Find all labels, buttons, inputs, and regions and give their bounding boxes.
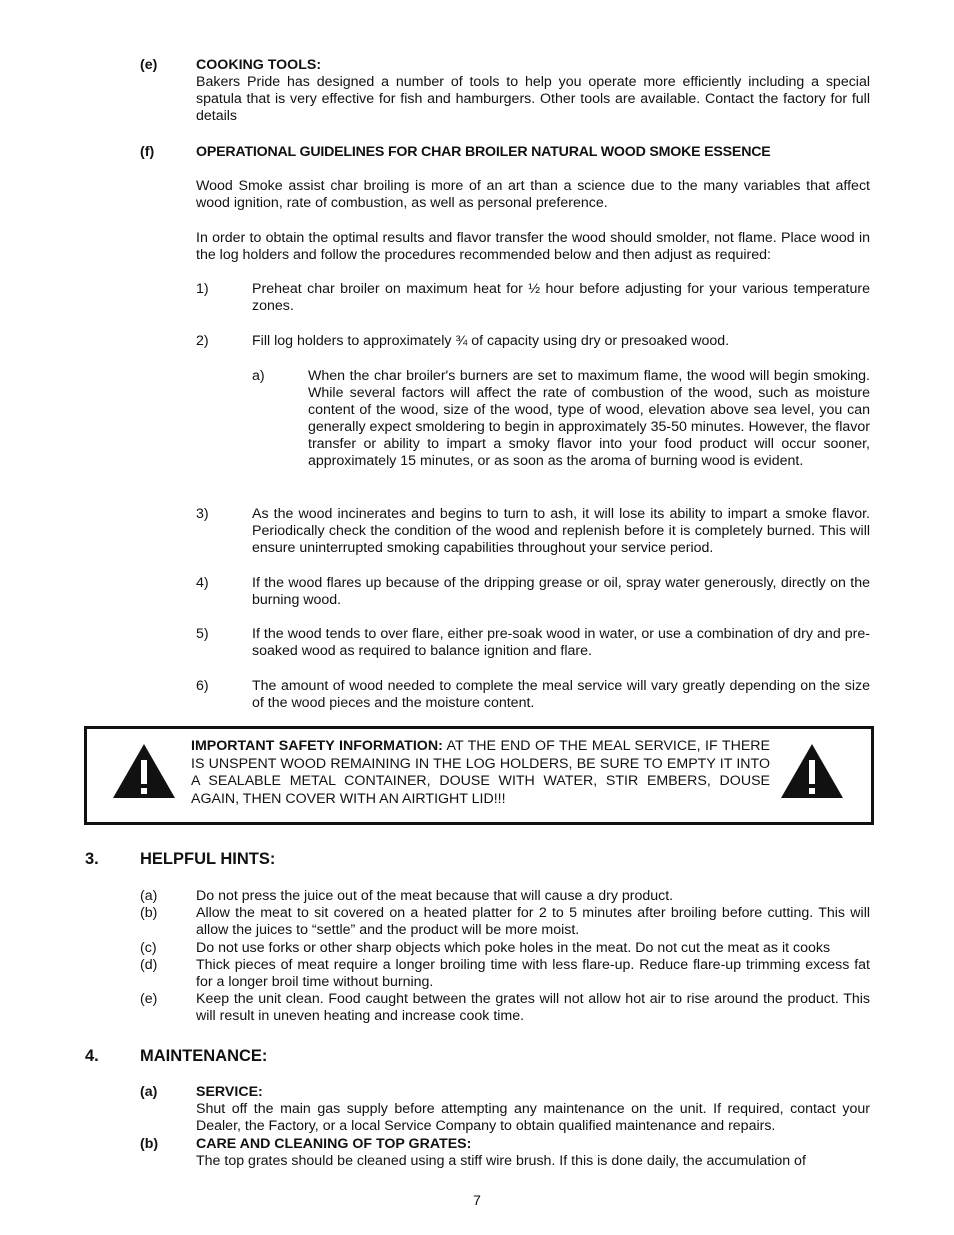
- section-f-para1: Wood Smoke assist char broiling is more of an art than a science due to the many variables that affect wood ignition, rate of combustion, as well as personal preference.: [196, 178, 870, 211]
- hint-e-text: Keep the unit clean. Food caught between the grates will not allow hot air to rise around the product. This will result in uneven heating and increase cook time.: [196, 991, 870, 1024]
- step-5-num: 5): [196, 626, 209, 642]
- step-2a-text: When the char broiler's burners are set to maximum flame, the wood will begin smoking. While several factors will affect the rate of combustion of the wood, such as moisture content of the wood, size of the wood, type of wood, elevation above sea level, you can generally expect smoldering to begin in approximately 35-50 minutes. However, the flavor transfer or ability to impart a smoky flavor into your food product will occur sooner, approximately 15 minutes, or as soon as the aroma of burning wood is evident.: [308, 368, 870, 469]
- safety-warning-lead: IMPORTANT SAFETY INFORMATION:: [191, 738, 443, 754]
- step-5-text: If the wood tends to over flare, either pre-soak wood in water, or use a combination of dry and pre-soaked wood as required to balance ignition and flare.: [252, 626, 870, 659]
- section-f-para2: In order to obtain the optimal results and flavor transfer the wood should smolder, not flame. Place wood in the log holders and follow the procedures recommended below and then adjust as required:: [196, 230, 870, 263]
- maintenance-b-title: CARE AND CLEANING OF TOP GRATES:: [196, 1136, 472, 1152]
- step-2-num: 2): [196, 333, 209, 349]
- step-1-text: Preheat char broiler on maximum heat for ½ hour before adjusting for your various temperature zones.: [252, 281, 870, 314]
- hint-c-label: (c): [140, 940, 157, 956]
- hint-a-text: Do not press the juice out of the meat because that will cause a dry product.: [196, 888, 674, 904]
- step-2a-label: a): [252, 368, 265, 384]
- section-e-text: Bakers Pride has designed a number of tools to help you operate more efficiently including a special spatula that is very effective for fish and hamburgers. Other tools are available. Contact the factory for full details: [196, 74, 870, 124]
- maintenance-b-text: The top grates should be cleaned using a stiff wire brush. If this is done daily, the accumulation of: [196, 1153, 806, 1169]
- safety-warning-text: [191, 738, 770, 808]
- hints-section-number: 3.: [85, 850, 99, 868]
- step-2-text: Fill log holders to approximately ¾ of capacity using dry or presoaked wood.: [252, 333, 730, 349]
- maintenance-a-label: (a): [140, 1084, 158, 1100]
- maintenance-a-title: SERVICE:: [196, 1084, 263, 1100]
- step-4-num: 4): [196, 575, 209, 591]
- maintenance-b-label: (b): [140, 1136, 159, 1152]
- maintenance-section-title: MAINTENANCE:: [140, 1047, 268, 1065]
- section-e-title: COOKING TOOLS:: [196, 57, 322, 73]
- hint-c-text: Do not use forks or other sharp objects which poke holes in the meat. Do not cut the meat as it cooks: [196, 940, 831, 956]
- section-f-label: (f): [140, 144, 155, 160]
- warning-triangle-icon: [112, 743, 176, 799]
- hint-b-text: Allow the meat to sit covered on a heated platter for 2 to 5 minutes after broiling before cutting. This will allow the juices to “settle” and the product will be more moist.: [196, 905, 870, 938]
- section-e-label: (e): [140, 57, 158, 73]
- hint-b-label: (b): [140, 905, 158, 921]
- hints-section-title: HELPFUL HINTS:: [140, 850, 276, 868]
- step-4-text: If the wood flares up because of the dripping grease or oil, spray water generously, directly on the burning wood.: [252, 575, 870, 608]
- warning-triangle-icon: [780, 743, 844, 799]
- maintenance-section-number: 4.: [85, 1047, 99, 1065]
- hint-a-label: (a): [140, 888, 158, 904]
- safety-warning-body: AT THE END OF THE MEAL SERVICE, IF THERE IS UNSPENT WOOD REMAINING IN THE LOG HOLDERS, BE SURE TO EMPTY IT INTO A SEALABLE METAL CONTAINER, DOUSE WITH WATER, STIR EMBERS, DOUSE AGAIN, THEN COVER WITH AN AIRTIGHT LID!!!: [191, 738, 770, 807]
- hint-d-label: (d): [140, 957, 158, 973]
- step-3-text: As the wood incinerates and begins to turn to ash, it will lose its ability to impart a smoke flavor. Periodically check the condition of the wood and replenish before it is completely burned. This will ensure uninterrupted smoking capabilities throughout your service period.: [252, 506, 870, 556]
- step-3-num: 3): [196, 506, 209, 522]
- step-1-num: 1): [196, 281, 209, 297]
- section-f-title: OPERATIONAL GUIDELINES FOR CHAR BROILER NATURAL WOOD SMOKE ESSENCE: [196, 144, 771, 160]
- hint-d-text: Thick pieces of meat require a longer broiling time with less flare-up. Reduce flare-up trimming excess fat for a longer broil time without burning.: [196, 957, 870, 990]
- step-6-text: The amount of wood needed to complete the meal service will vary greatly depending on the size of the wood pieces and the moisture content.: [252, 678, 870, 711]
- step-6-num: 6): [196, 678, 209, 694]
- maintenance-a-text: Shut off the main gas supply before attempting any maintenance on the unit. If required, contact your Dealer, the Factory, or a local Service Company to obtain qualified maintenance and repairs.: [196, 1101, 870, 1134]
- hint-e-label: (e): [140, 991, 158, 1007]
- page-number: 7: [473, 1193, 481, 1209]
